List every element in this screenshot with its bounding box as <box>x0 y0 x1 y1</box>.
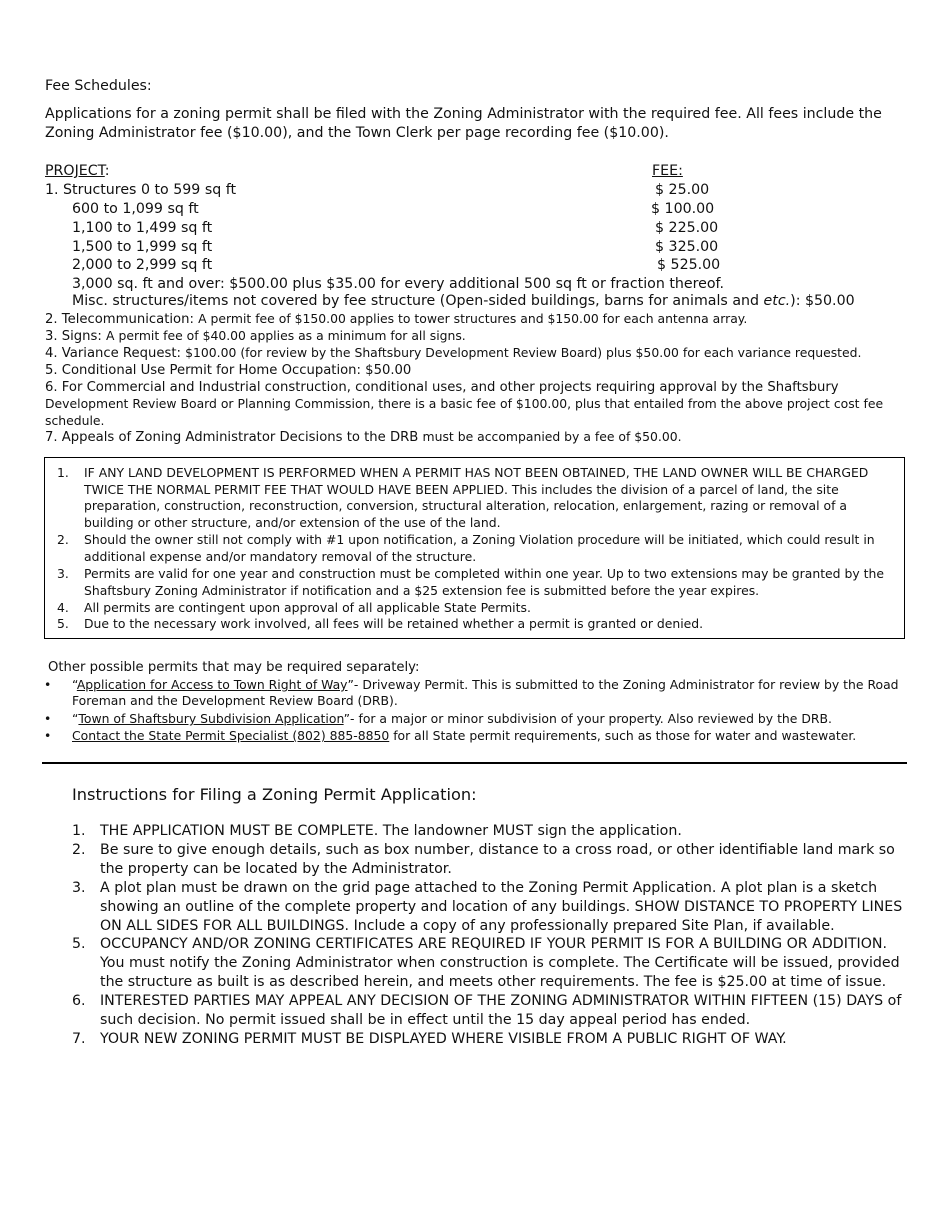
other-permit-text: ”- for a major or minor subdivision of your property. Also reviewed by the DRB. <box>343 711 832 726</box>
other-permit-text: ”- Driveway Permit. This is submitted to the Zoning Administrator for review by the Road <box>347 677 899 692</box>
structure-row-label: 1. Structures 0 to 599 sq ft <box>45 182 237 198</box>
project-label: PROJECT <box>45 163 105 179</box>
notice-text: Permits are valid for one year and construction must be completed within one year. Up to two extensions may be granted by the Shaftsbury Zoning Administrator if notification and a $25 extension fee is submitted before the year expires. <box>84 566 884 598</box>
driveway-permit-link[interactable]: Application for Access to Town Right of Way <box>76 677 348 692</box>
structure-row-fee: $ 100.00 <box>651 201 715 217</box>
notice-number: 5. <box>57 616 69 631</box>
instructions-heading: Instructions for Filing a Zoning Permit Application: <box>72 785 477 804</box>
fee-schedules-heading: Fee Schedules: <box>45 78 152 94</box>
instruction-text: INTERESTED PARTIES MAY APPEAL ANY DECISION OF THE ZONING ADMINISTRATOR WITHIN FIFTEEN (15) DAYS of such decision. No permit issued shall be in effect until the 15 day appeal period has ended. <box>100 993 902 1028</box>
appeals-text: must be accompanied by a fee of $50.00. <box>422 429 682 444</box>
structure-row-fee: $ 525.00 <box>657 257 721 273</box>
misc-fee: ): $50.00 <box>790 293 855 309</box>
notice-number: 3. <box>57 566 69 581</box>
commercial-row-line1: 6. For Commercial and Industrial construction, conditional uses, and other projects requiring approval by the Shaftsbury <box>45 380 839 395</box>
section-divider <box>42 762 907 764</box>
telecom-row <box>45 311 747 328</box>
bullet-icon: • <box>44 728 52 743</box>
notice-text: Should the owner still not comply with #1 upon notification, a Zoning Violation procedure will be initiated, which could result in additional expense and/or mandatory removal of the structure. <box>84 532 875 564</box>
structure-row-fee: $ 325.00 <box>655 239 719 255</box>
signs-text: A permit fee of $40.00 applies as a minimum for all signs. <box>106 328 466 343</box>
notice-number: 2. <box>57 532 69 547</box>
structure-row-label: 1,100 to 1,499 sq ft <box>72 220 213 236</box>
bullet-icon: • <box>44 677 52 692</box>
project-colon: : <box>104 163 110 179</box>
other-permit-text: for all State permit requirements, such as those for water and wastewater. <box>389 728 857 743</box>
structure-row-fee: $ 25.00 <box>655 182 710 198</box>
over-3000-row: 3,000 sq. ft and over: $500.00 plus $35.00 for every additional 500 sq ft or fraction thereof. <box>72 276 725 292</box>
structure-row-label: 2,000 to 2,999 sq ft <box>72 257 213 273</box>
other-permit-item <box>72 711 832 728</box>
instruction-text: A plot plan must be drawn on the grid page attached to the Zoning Permit Application. A plot plan is a sketch showing an outline of the complete property and location of any buildings. SHOW DISTANCE TO PROPERTY LINES ON ALL SIDES FOR ALL BUILDINGS. Include a copy of any professionally prepared Site Plan, if available. <box>100 880 903 934</box>
structure-row-fee: $ 225.00 <box>655 220 719 236</box>
notice-text: IF ANY LAND DEVELOPMENT IS PERFORMED WHEN A PERMIT HAS NOT BEEN OBTAINED, THE LAND OWNER WILL BE CHARGED TWICE THE NORMAL PERMIT FEE THAT WOULD HAVE BEEN APPLIED. This includes the division of a parcel of land, the site preparation, construction, reconstruction, conversion, structural alteration, relocation, enlargement, razing or removal of a building or other structure, and/or extension of the use of the land. <box>84 465 869 530</box>
instruction-number: 2. <box>72 842 86 858</box>
fee-header: FEE: <box>652 163 683 179</box>
misc-text: Misc. structures/items not covered by fee structure (Open-sided buildings, barns for animals and <box>72 293 764 309</box>
other-permits-heading: Other possible permits that may be required separately: <box>48 660 420 675</box>
state-permit-specialist-link[interactable]: Contact the State Permit Specialist (802) 885-8850 <box>72 728 390 743</box>
misc-structures-row <box>72 292 855 311</box>
bullet-icon: • <box>44 711 52 726</box>
notice-text: Due to the necessary work involved, all fees will be retained whether a permit is granted or denied. <box>84 616 704 631</box>
variance-label: 4. Variance Request: <box>45 346 186 361</box>
notice-number: 4. <box>57 600 69 615</box>
instruction-number: 6. <box>72 993 86 1009</box>
quote-open: “ <box>72 711 79 726</box>
variance-row <box>45 345 861 362</box>
instruction-text: Be sure to give enough details, such as box number, distance to a cross road, or other identifiable land mark so the property can be located by the Administrator. <box>100 842 895 877</box>
notice-text: All permits are contingent upon approval of all applicable State Permits. <box>84 600 531 615</box>
instruction-number: 5. <box>72 936 86 952</box>
telecom-label: 2. Telecommunication: <box>45 312 199 327</box>
other-permit-item <box>72 728 856 745</box>
instruction-text: THE APPLICATION MUST BE COMPLETE. The landowner MUST sign the application. <box>100 823 682 839</box>
fee-intro: Applications for a zoning permit shall be filed with the Zoning Administrator with the required fee. All fees include the Zoning Administrator fee ($10.00), and the Town Clerk per page recording fee ($10.00). <box>45 106 882 141</box>
subdivision-application-link[interactable]: Town of Shaftsbury Subdivision Application <box>78 711 344 726</box>
structure-row-label: 1,500 to 1,999 sq ft <box>72 239 213 255</box>
instruction-text: YOUR NEW ZONING PERMIT MUST BE DISPLAYED WHERE VISIBLE FROM A PUBLIC RIGHT OF WAY. <box>100 1031 787 1047</box>
telecom-text: A permit fee of $150.00 applies to tower structures and $150.00 for each antenna array. <box>198 311 748 326</box>
instruction-number: 1. <box>72 823 86 839</box>
notice-box <box>44 457 905 639</box>
commercial-row-line2: Development Review Board or Planning Commission, there is a basic fee of $100.00, plus that entailed from the above project cost fee <box>45 396 884 411</box>
project-header <box>45 162 110 181</box>
signs-row <box>45 328 466 345</box>
other-permit-item-continued: Foreman and the Development Review Board (DRB). <box>72 693 398 708</box>
quote-open: “ <box>72 677 77 692</box>
structure-row-label: 600 to 1,099 sq ft <box>72 201 199 217</box>
notice-number: 1. <box>57 465 69 480</box>
appeals-row <box>45 429 682 446</box>
conditional-use-row: 5. Conditional Use Permit for Home Occupation: $50.00 <box>45 363 412 378</box>
commercial-row-line3: schedule. <box>45 413 105 428</box>
variance-text: $100.00 (for review by the Shaftsbury Development Review Board) plus $50.00 for each variance requested. <box>185 345 862 360</box>
other-permit-item <box>72 677 899 694</box>
instruction-text: OCCUPANCY AND/OR ZONING CERTIFICATES ARE REQUIRED IF YOUR PERMIT IS FOR A BUILDING OR ADDITION. You must notify the Zoning Administrator when construction is complete. The Certificate will be issued, provided the structure as built is as described herein, and meets other requirements. The fee is $25.00 at time of issue. <box>100 936 900 990</box>
signs-label: 3. Signs: <box>45 329 107 344</box>
appeals-label: 7. Appeals of Zoning Administrator Decisions to the DRB <box>45 430 423 445</box>
instruction-number: 7. <box>72 1031 86 1047</box>
misc-etc: etc. <box>763 293 791 309</box>
instruction-number: 3. <box>72 880 86 896</box>
